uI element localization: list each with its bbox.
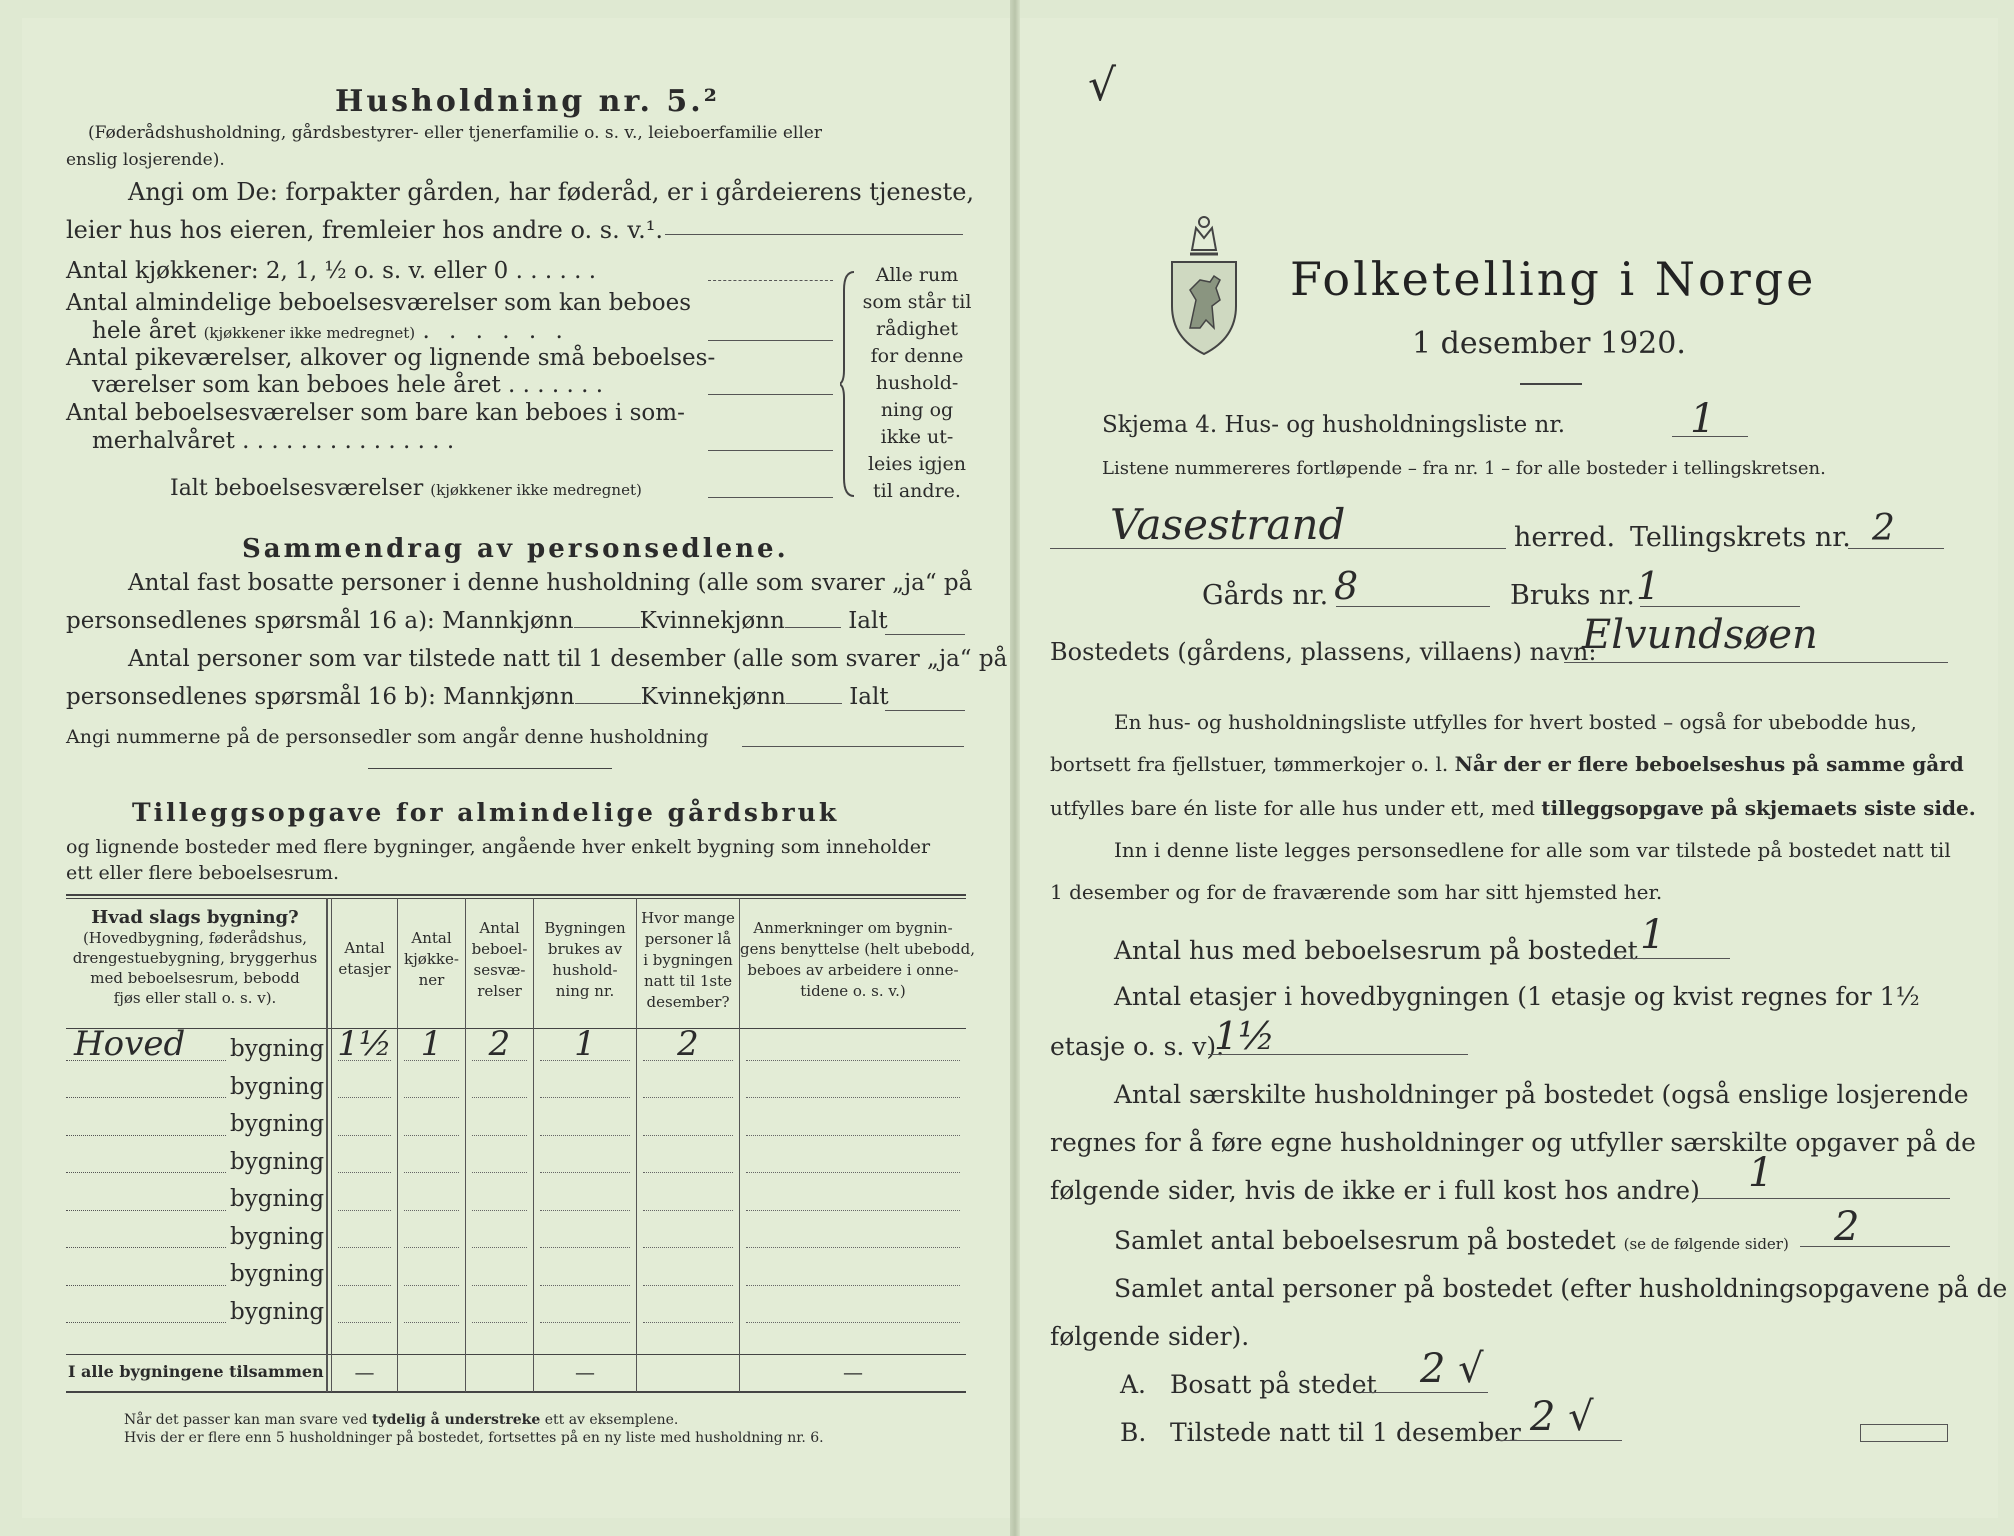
col-header-line: Antal xyxy=(411,929,452,947)
table-row xyxy=(66,1105,966,1143)
cell-line xyxy=(472,1135,527,1136)
holding-number-label: Bruks nr. xyxy=(1510,580,1635,611)
footnote-1-end: ett av eksemplene. xyxy=(544,1412,679,1428)
cell-line xyxy=(746,1247,960,1248)
instruction-5: 1 desember og for de fraværende som har sitt hjemsted her. xyxy=(1050,880,1663,904)
cell-line xyxy=(338,1097,391,1098)
col-header-line: ner xyxy=(418,971,445,989)
cell-line xyxy=(404,1322,459,1323)
cell-line xyxy=(404,1097,459,1098)
summer-rooms-label-1: Antal beboelsesværelser som bare kan beboes i som- xyxy=(66,400,685,426)
table-row xyxy=(66,1068,966,1106)
present-line-2-text: personsedlenes spørsmål 16 b): Mannkjønn xyxy=(66,684,575,710)
resident-total-label: Ialt xyxy=(848,608,888,634)
col-header-floors xyxy=(332,938,397,980)
list-number: 1 xyxy=(1690,396,1716,442)
col-header-type-line: (Hovedbygning, føderådshus, xyxy=(82,929,308,947)
resident-a-label: A. xyxy=(1120,1370,1147,1399)
cell-line xyxy=(643,1285,733,1286)
place-name-label: Bostedets (gårdens, plassens, villaens) navn: xyxy=(1050,638,1597,666)
building-name-line xyxy=(66,1247,226,1248)
col-header-rooms xyxy=(466,918,533,1002)
col-header-remarks xyxy=(740,918,976,1002)
cell-line xyxy=(472,1172,527,1173)
municipality-name: Vasestrand xyxy=(1110,500,1346,549)
table-total-dash: — xyxy=(354,1360,375,1384)
census-district-label: Tellingskrets nr. xyxy=(1630,522,1851,553)
table-row xyxy=(66,1143,966,1181)
brace-note-line: leies igjen xyxy=(867,453,967,475)
cell-line xyxy=(643,1247,733,1248)
norway-coat-of-arms-icon xyxy=(1166,210,1242,360)
brace-note-line: for denne xyxy=(870,345,964,367)
table-total-dash: — xyxy=(575,1360,595,1384)
cell-line xyxy=(404,1210,459,1211)
instruction-2a: bortsett fra fjellstuer, tømmerkojer o. l. xyxy=(1050,752,1449,776)
cell-line xyxy=(338,1247,391,1248)
cell-line xyxy=(746,1322,960,1323)
floors-value: 1½ xyxy=(1214,1014,1276,1058)
table-row xyxy=(66,1180,966,1218)
households-line-3: følgende sider, hvis de ikke er i full kost hos andre) xyxy=(1050,1176,1700,1205)
rooms-label-2-text: hele året xyxy=(92,318,197,344)
households-line-2: regnes for å føre egne husholdninger og utfyller særskilte opgaver på de xyxy=(1050,1128,1976,1157)
farm-number: 8 xyxy=(1334,564,1359,608)
cell-line xyxy=(643,1322,733,1323)
col-header-line: hushold- xyxy=(552,961,618,979)
kitchens-label: Antal kjøkkener: 2, 1, ½ o. s. v. eller 0 . . . . . . xyxy=(66,258,597,284)
total-persons-line-2: følgende sider). xyxy=(1050,1322,1250,1351)
rooms-label-1: Antal almindelige beboelsesværelser som kan beboes xyxy=(66,290,692,316)
cell-line xyxy=(540,1285,630,1286)
maid-rooms-label-1: Antal pikeværelser, alkover og lignende små beboelses- xyxy=(66,345,716,371)
resident-line-1: Antal fast bosatte personer i denne husholdning (alle som svarer „ja“ på xyxy=(128,570,973,596)
brace-note-line: ikke ut- xyxy=(880,426,954,448)
resident-a-text: Bosatt på stedet xyxy=(1170,1370,1377,1399)
building-name-line xyxy=(66,1172,226,1173)
building-name-line xyxy=(66,1210,226,1211)
cell-line xyxy=(338,1322,391,1323)
building-table xyxy=(66,894,976,1394)
cell-line xyxy=(540,1210,630,1211)
building-label: bygning xyxy=(230,1111,325,1137)
page-fold xyxy=(1010,0,1020,1536)
instruction-4: Inn i denne liste legges personsedlene for alle som var tilstede på bostedet natt til xyxy=(1114,838,1951,862)
resident-a-value: 2 √ xyxy=(1420,1346,1484,1392)
instruction-1: En hus- og husholdningsliste utfylles for hvert bosted – også for ubebodde hus, xyxy=(1114,710,1917,734)
cell-line xyxy=(472,1247,527,1248)
col-header-line: brukes av xyxy=(547,940,623,958)
cell-line xyxy=(746,1210,960,1211)
maid-rooms-label-2: værelser som kan beboes hele året . . . . . . . xyxy=(92,372,604,398)
col-header-line: i bygningen xyxy=(643,951,733,969)
total-rooms-line-note: (se de følgende sider) xyxy=(1623,1235,1789,1253)
footnote-1-text: Når det passer kan man svare ved xyxy=(124,1412,368,1428)
supplement-title: Tilleggsopgave for almindelige gårdsbruk xyxy=(132,798,840,827)
cell-husholdning: 1 xyxy=(574,1024,596,1064)
brace-note-line: til andre. xyxy=(873,480,961,502)
col-header-line: personer lå xyxy=(644,930,732,948)
cell-line xyxy=(540,1097,630,1098)
houses-label: Antal hus med beboelsesrum på bostedet xyxy=(1114,936,1638,965)
building-label: bygning xyxy=(230,1073,325,1100)
numbers-line xyxy=(66,726,709,748)
building-name-line xyxy=(66,1097,226,1098)
cell-line xyxy=(643,1135,733,1136)
cell-line xyxy=(643,1210,733,1211)
col-header-line: gens benyttelse (helt ubebodd, xyxy=(740,940,976,958)
cell-line xyxy=(338,1172,391,1173)
holding-number: 1 xyxy=(1636,564,1661,608)
cell-line xyxy=(746,1172,960,1173)
place-name: Elvundsøen xyxy=(1582,612,1818,658)
col-header-line: beboes av arbeidere i onne- xyxy=(747,961,959,979)
col-header-line: Hvor mange xyxy=(641,909,735,927)
building-label: bygning xyxy=(230,1186,325,1212)
cell-line xyxy=(404,1172,459,1173)
cell-kjokken: 1 xyxy=(420,1024,443,1064)
cell-line xyxy=(404,1285,459,1286)
census-district-number: 2 xyxy=(1872,508,1895,549)
brace-note-line: Alle rum xyxy=(875,264,959,286)
brace-note-line: rådighet xyxy=(876,318,958,340)
total-rooms-line-text: Samlet antal beboelsesrum på bostedet xyxy=(1114,1226,1616,1255)
schema-line: Skjema 4. Hus- og husholdningsliste nr. xyxy=(1102,412,1566,438)
cell-personer: 2 xyxy=(677,1024,699,1064)
brace-note xyxy=(862,262,972,505)
building-label: bygning xyxy=(230,1223,325,1250)
cell-line xyxy=(404,1135,459,1136)
cell-line xyxy=(746,1285,960,1286)
building-label: bygning xyxy=(230,1036,325,1062)
building-name-line xyxy=(66,1322,226,1323)
col-header-type-line: fjøs eller stall o. s. v). xyxy=(113,989,277,1007)
footnote-1 xyxy=(124,1412,678,1428)
col-header-type xyxy=(66,908,324,1008)
cell-line xyxy=(472,1097,527,1098)
col-header-kitchens xyxy=(398,928,465,991)
numbers-line-text: Angi nummerne på de personsedler som angår denne husholdning xyxy=(66,726,709,748)
instruction-3b: tilleggsopgave på skjemaets siste side. xyxy=(1541,796,1976,820)
total-rooms-value: 2 xyxy=(1834,1204,1860,1250)
census-date: 1 desember 1920. xyxy=(1412,326,1686,361)
households-value: 1 xyxy=(1748,1150,1774,1196)
cell-line xyxy=(746,1097,960,1098)
resident-line-2 xyxy=(66,608,888,634)
col-header-line: etasjer xyxy=(338,960,391,978)
rooms-label-2: hele året (kjøkkener ikke medregnet) . . . . . . xyxy=(92,318,569,344)
building-name-line xyxy=(66,1135,226,1136)
col-header-line: Antal xyxy=(479,919,520,937)
cell-line xyxy=(643,1097,733,1098)
brace xyxy=(840,270,860,498)
present-line-2 xyxy=(66,684,889,710)
cell-line xyxy=(472,1285,527,1286)
col-header-line: kjøkke- xyxy=(404,950,459,968)
table-row xyxy=(66,1218,966,1256)
farm-number-label: Gårds nr. xyxy=(1202,580,1329,611)
present-b-text: Tilstede natt til 1 desember xyxy=(1170,1418,1521,1447)
present-b-value: 2 √ xyxy=(1530,1394,1594,1440)
houses-value: 1 xyxy=(1640,912,1666,958)
numbering-note: Listene nummereres fortløpende – fra nr. 1 – for alle bosteder i tellingskretsen. xyxy=(1102,458,1826,479)
supplement-line-2: ett eller flere beboelsesrum. xyxy=(66,862,340,884)
col-header-type-line: med beboelsesrum, bebodd xyxy=(90,969,300,987)
total-rooms-label xyxy=(170,476,642,501)
angi-line-2: leier hus hos eieren, fremleier hos andre o. s. v.¹. xyxy=(66,216,663,244)
household-subtitle-1: (Føderådshusholdning, gårdsbestyrer- eller tjenerfamilie o. s. v., leieboerfamilie eller xyxy=(88,123,822,143)
total-rooms-text: Ialt beboelsesværelser xyxy=(170,476,424,501)
total-rooms-note: (kjøkkener ikke medregnet) xyxy=(430,481,642,499)
total-persons-line-1: Samlet antal personer på bostedet (efter husholdningsopgavene på de xyxy=(1114,1274,2008,1303)
instruction-3a: utfylles bare én liste for alle hus under ett, med xyxy=(1050,796,1535,820)
col-header-persons xyxy=(637,908,739,1013)
cell-line xyxy=(540,1247,630,1248)
floors-line-1: Antal etasjer i hovedbygningen (1 etasje og kvist regnes for 1½ xyxy=(1114,982,1920,1011)
present-line-1: Antal personer som var tilstede natt til 1 desember (alle som svarer „ja“ på xyxy=(128,646,1008,672)
total-rooms-line xyxy=(1114,1226,1789,1255)
col-header-line: sesvæ- xyxy=(473,961,526,979)
present-b-label: B. xyxy=(1120,1418,1147,1447)
col-header-line: tidene o. s. v.) xyxy=(800,982,906,1000)
col-header-line: Anmerkninger om bygnin- xyxy=(753,919,953,937)
col-header-type-line: drengestuebygning, bryggerhus xyxy=(72,949,318,967)
resident-line-2-text: personsedlenes spørsmål 16 a): Mannkjønn xyxy=(66,608,574,634)
instruction-2b: Når der er flere beboelseshus på samme gård xyxy=(1454,752,1964,776)
cell-vaerelser: 2 xyxy=(488,1024,511,1064)
supplement-line-1: og lignende bosteder med flere bygninger, angående hver enkelt bygning som inneholder xyxy=(66,836,931,858)
brace-note-line: som står til xyxy=(862,291,972,313)
cell-line xyxy=(472,1322,527,1323)
present-total-label: Ialt xyxy=(849,684,889,710)
cell-line xyxy=(540,1135,630,1136)
cell-line xyxy=(338,1210,391,1211)
census-title: Folketelling i Norge xyxy=(1290,252,1817,306)
cell-line xyxy=(643,1172,733,1173)
table-row xyxy=(66,1255,966,1293)
col-header-line: ning nr. xyxy=(555,982,615,1000)
footnote-1-bold: tydelig å understreke xyxy=(372,1412,541,1428)
municipality-label: herred. xyxy=(1514,522,1616,553)
table-row xyxy=(66,1024,966,1068)
col-header-line: desember? xyxy=(646,993,730,1011)
building-label: bygning xyxy=(230,1298,325,1325)
building-label: bygning xyxy=(230,1261,325,1287)
instruction-3 xyxy=(1050,796,1976,820)
table-total-label: I alle bygningene tilsammen xyxy=(68,1362,324,1381)
col-header-household xyxy=(534,918,636,1002)
check-mark: √ xyxy=(1088,60,1117,111)
resident-female-label: Kvinnekjønn xyxy=(639,608,785,634)
brace-note-line: ning og xyxy=(880,399,954,421)
table-row xyxy=(66,1293,966,1331)
cell-line xyxy=(746,1060,960,1061)
col-header-type-title: Hvad slags bygning? xyxy=(91,907,299,928)
cell-line xyxy=(404,1247,459,1248)
present-female-label: Kvinnekjønn xyxy=(640,684,786,710)
col-header-line: Antal xyxy=(344,939,385,957)
col-header-line: natt til 1ste xyxy=(644,972,732,990)
summer-rooms-label-2: merhalvåret . . . . . . . . . . . . . . . xyxy=(92,428,455,454)
cell-line xyxy=(540,1322,630,1323)
col-header-line: relser xyxy=(477,982,522,1000)
summary-title: Sammendrag av personsedlene. xyxy=(242,534,789,564)
printer-stamp xyxy=(1860,1424,1948,1442)
household-subtitle-2: enslig losjerende). xyxy=(66,150,225,170)
angi-line-1: Angi om De: forpakter gården, har føderåd, er i gårdeierens tjeneste, xyxy=(128,178,975,206)
household-title: Husholdning nr. 5.² xyxy=(335,84,720,119)
households-line-1: Antal særskilte husholdninger på bostedet (også enslige losjerende xyxy=(1114,1080,1969,1109)
cell-line xyxy=(746,1135,960,1136)
brace-note-line: hushold- xyxy=(875,372,959,394)
cell-line xyxy=(338,1285,391,1286)
cell-line xyxy=(472,1210,527,1211)
instruction-2 xyxy=(1050,752,1964,776)
floors-line-2: etasje o. s. v). xyxy=(1050,1032,1225,1061)
building-name: Hoved xyxy=(74,1024,186,1064)
footnote-2: Hvis der er flere enn 5 husholdninger på bostedet, fortsettes på en ny liste med husholdning nr. 6. xyxy=(124,1430,824,1446)
building-label: bygning xyxy=(230,1148,325,1175)
table-total-dash: — xyxy=(843,1360,863,1384)
col-header-line: Bygningen xyxy=(544,919,626,937)
cell-line xyxy=(338,1135,391,1136)
cell-line xyxy=(540,1172,630,1173)
building-name-line xyxy=(66,1285,226,1286)
cell-etasjer: 1½ xyxy=(337,1024,392,1064)
col-header-line: beboel- xyxy=(471,940,528,958)
rooms-note: (kjøkkener ikke medregnet) xyxy=(203,324,416,342)
